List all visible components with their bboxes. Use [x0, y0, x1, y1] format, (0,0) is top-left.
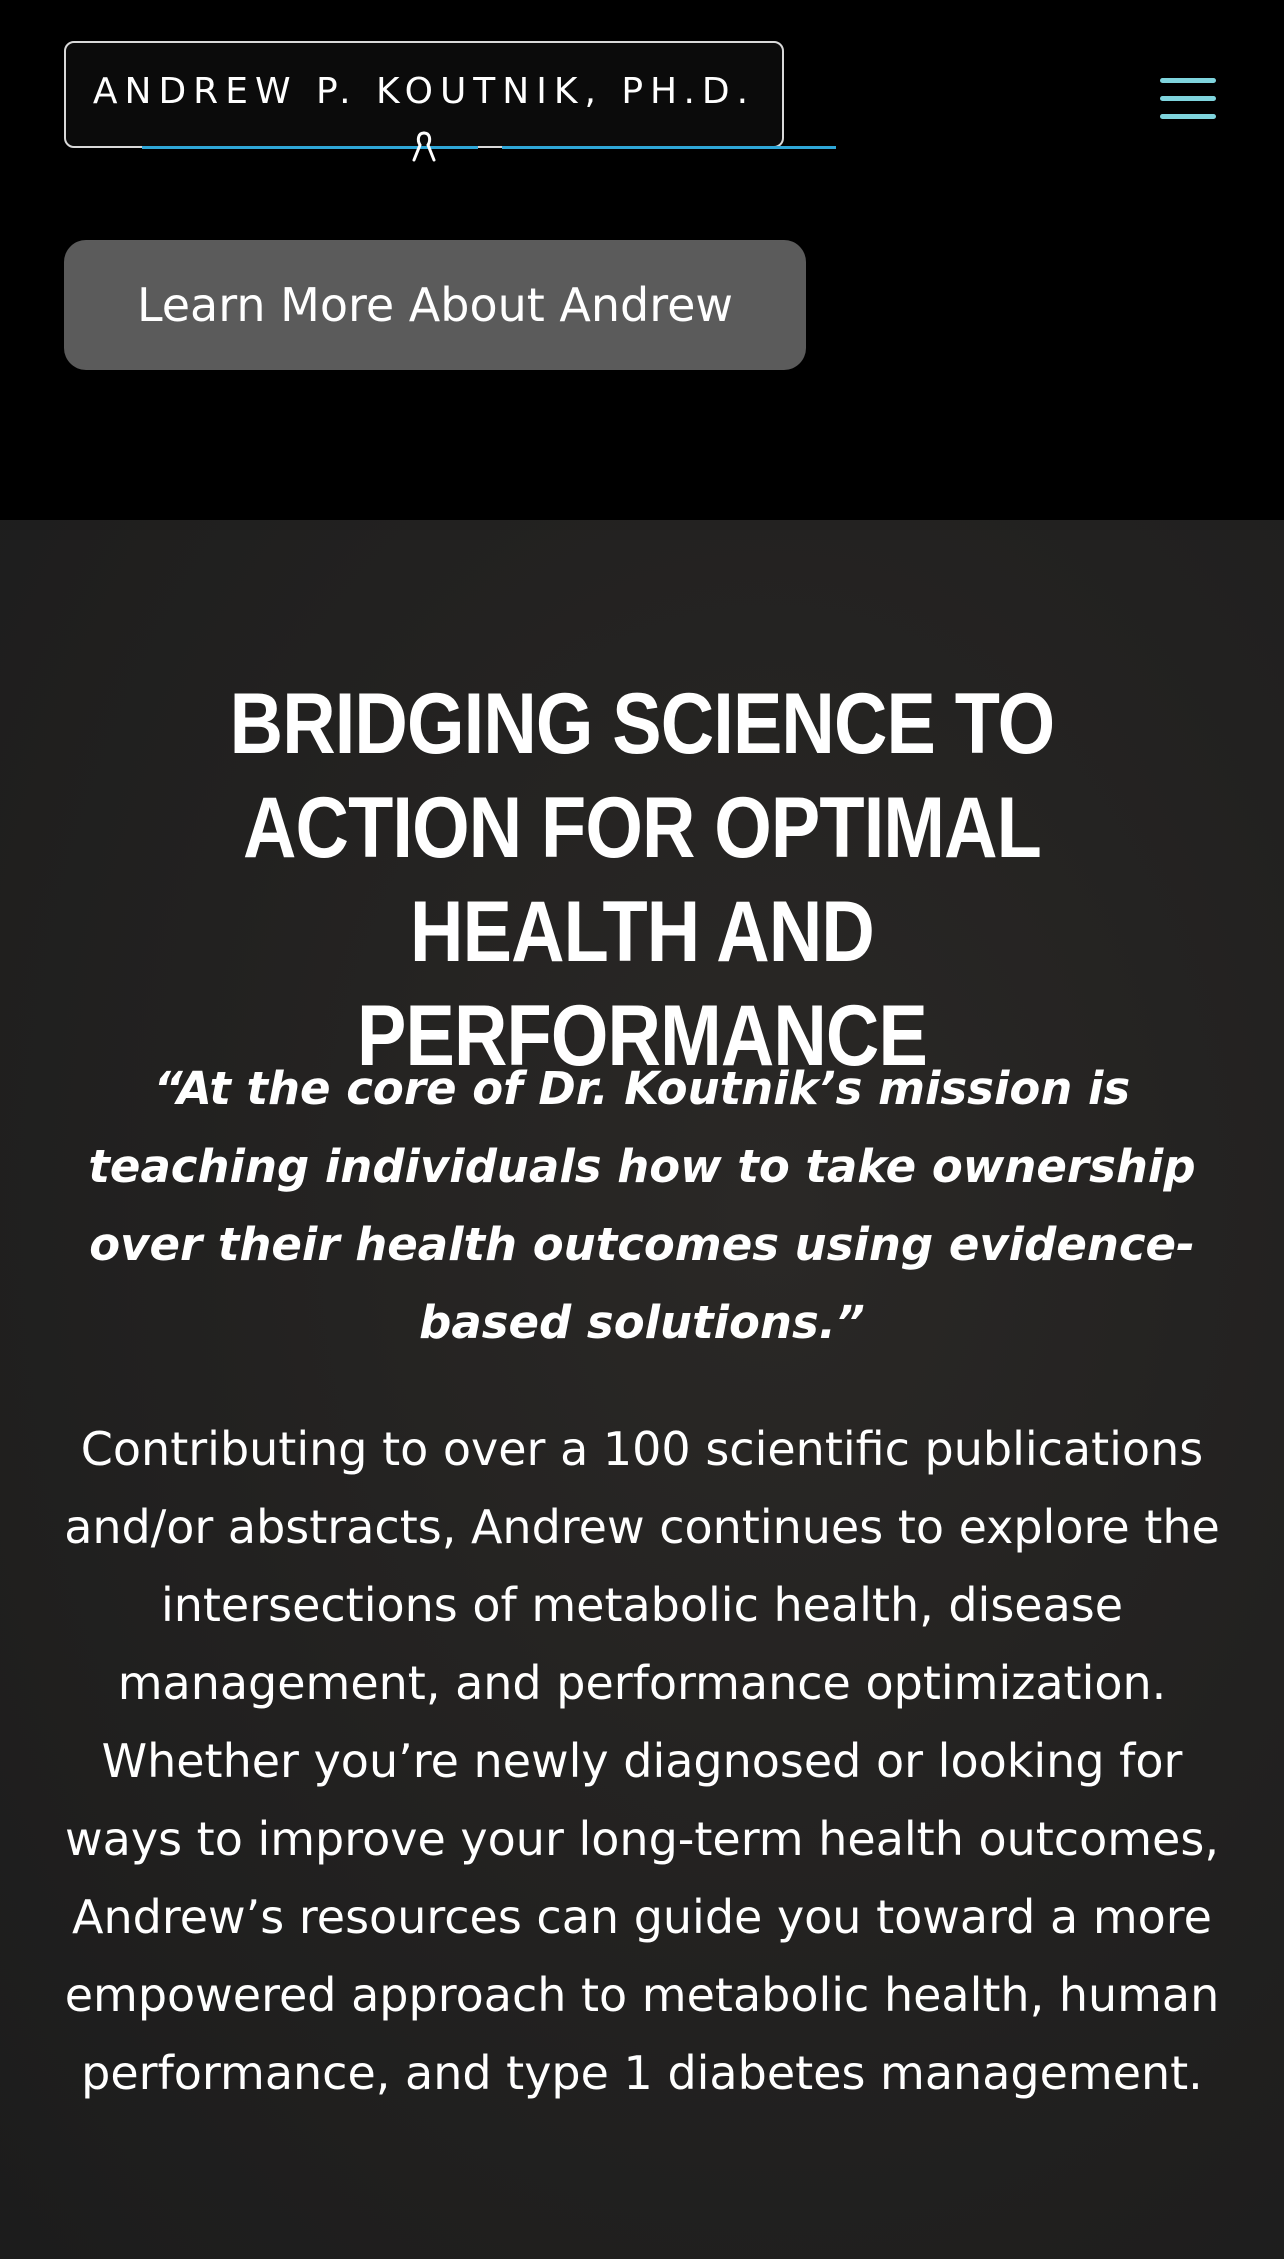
logo-text: ANDREW P. KOUTNIK, PH.D.: [92, 71, 756, 112]
mission-section: [0, 520, 1284, 2259]
menu-bar-middle: [1160, 96, 1216, 101]
mission-quote: “At the core of Dr. Koutnik’s mission is teaching individuals how to take ownership over their health outcomes using evidence-based solutions.”: [88, 1062, 1196, 1349]
menu-bar-bottom: [1160, 114, 1216, 119]
logo-underline-right: [502, 146, 836, 149]
page-headline: BRIDGING SCIENCE TO ACTION FOR OPTIMAL HEALTH AND PERFORMANCE: [229, 676, 1055, 1084]
about-paragraph: Contributing to over a 100 scientific publications and/or abstracts, Andrew continues to explore the intersections of metabolic health, disease management, and performance optimization. Whether you’re newly diagnosed or looking for ways to improve your long-term health outcomes, Andrew’s resources can guide you toward a more empowered approach to metabolic health, human performance, and type 1 diabetes management.: [64, 1422, 1220, 2100]
learn-more-button[interactable]: Learn More About Andrew: [64, 240, 806, 370]
site-header: [0, 0, 1284, 520]
menu-bar-top: [1160, 78, 1216, 83]
awareness-ribbon-icon: [410, 130, 438, 164]
hamburger-menu-icon[interactable]: [1156, 74, 1220, 124]
